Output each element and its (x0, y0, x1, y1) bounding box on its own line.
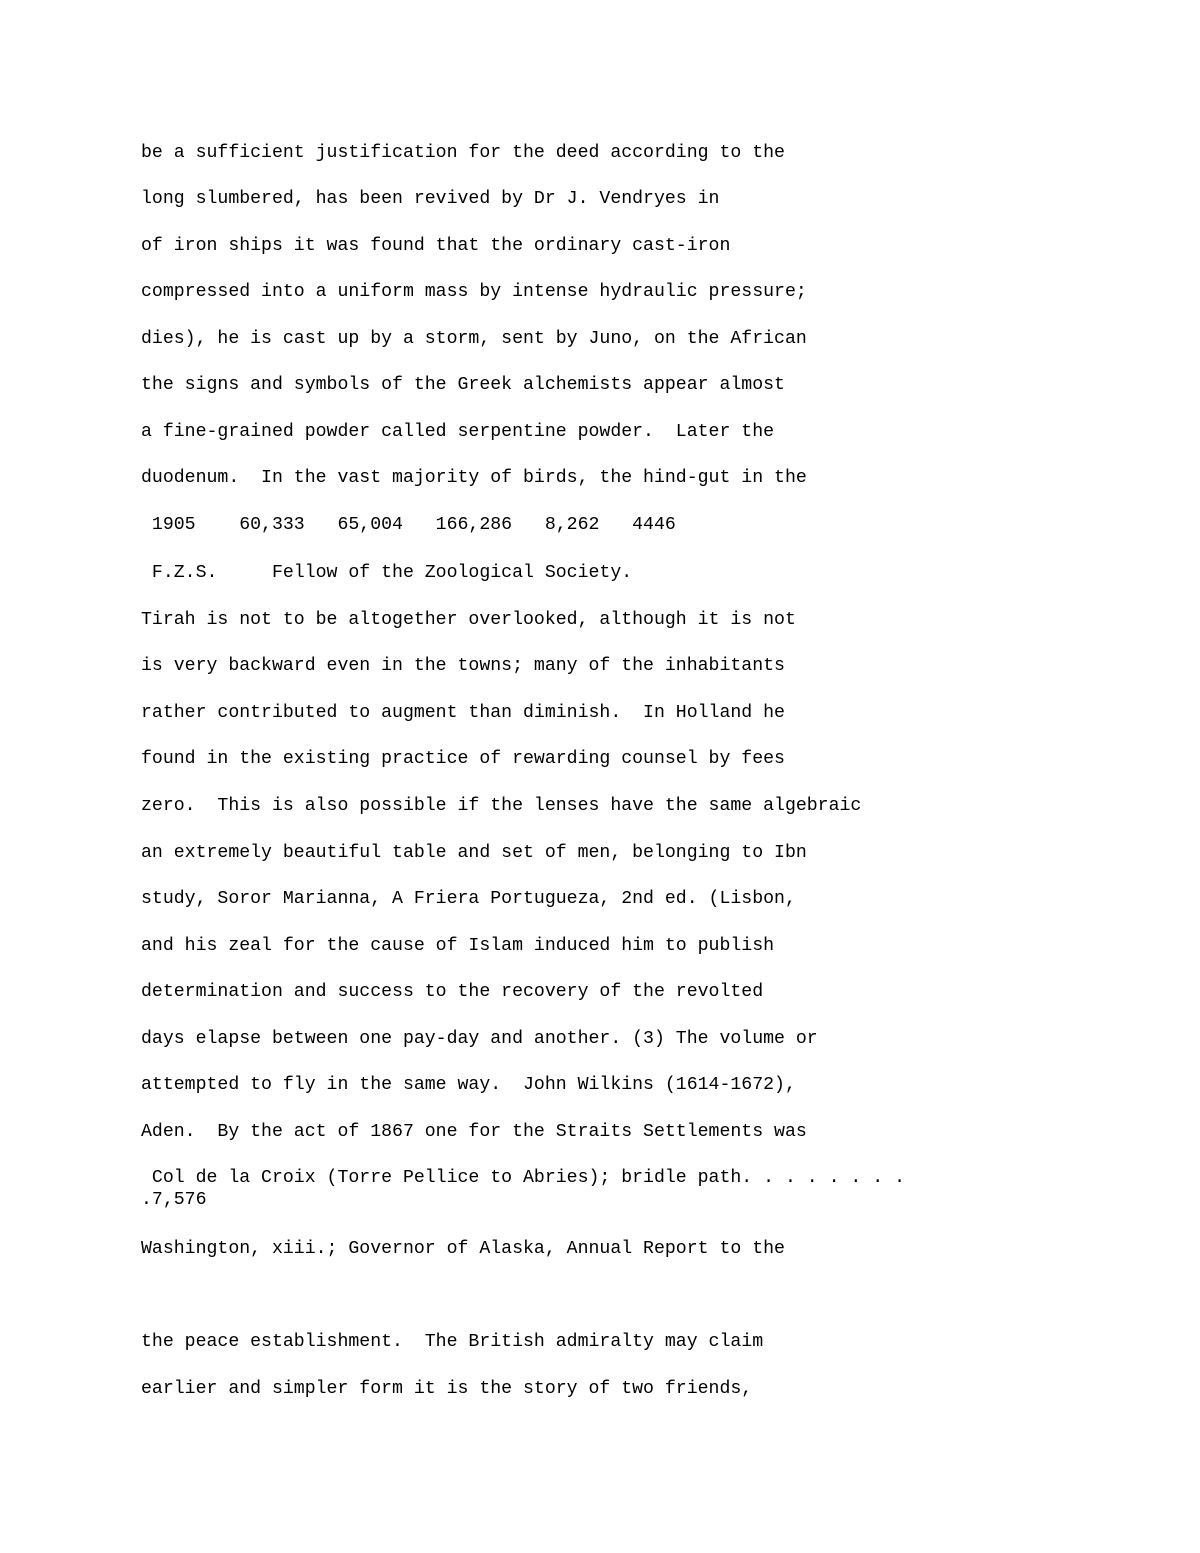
text-line: Aden. By the act of 1867 one for the Straits Settlements was (141, 1122, 807, 1142)
text-line: found in the existing practice of rewarding counsel by fees (141, 749, 785, 769)
text-line: dies), he is cast up by a storm, sent by Juno, on the African (141, 329, 807, 349)
text-line: long slumbered, has been revived by Dr J. Vendryes in (141, 189, 720, 209)
table-row: Col de la Croix (Torre Pellice to Abries); bridle path. . . . . . . . .7,576 (141, 1168, 905, 1210)
text-line: zero. This is also possible if the lenses have the same algebraic (141, 796, 862, 816)
text-line: of iron ships it was found that the ordinary cast-iron (141, 236, 731, 256)
table-row: 1905 60,333 65,004 166,286 8,262 4446 (141, 515, 676, 535)
text-line: the signs and symbols of the Greek alchemists appear almost (141, 375, 785, 395)
text-line: Washington, xiii.; Governor of Alaska, Annual Report to the (141, 1239, 785, 1259)
text-line: the peace establishment. The British admiralty may claim (141, 1332, 764, 1352)
text-line: study, Soror Marianna, A Friera Portugueza, 2nd ed. (Lisbon, (141, 889, 796, 909)
text-line: Tirah is not to be altogether overlooked, although it is not (141, 610, 796, 630)
text-line: earlier and simpler form it is the story of two friends, (141, 1379, 753, 1399)
text-line: attempted to fly in the same way. John Wilkins (1614-1672), (141, 1075, 796, 1095)
text-line: is very backward even in the towns; many of the inhabitants (141, 656, 785, 676)
text-line: days elapse between one pay-day and another. (3) The volume or (141, 1029, 818, 1049)
text-line: and his zeal for the cause of Islam induced him to publish (141, 936, 775, 956)
text-line: a fine-grained powder called serpentine powder. Later the (141, 422, 775, 442)
text-line: determination and success to the recovery of the revolted (141, 982, 764, 1002)
text-line: rather contributed to augment than diminish. In Holland he (141, 703, 785, 723)
text-line: an extremely beautiful table and set of men, belonging to Ibn (141, 843, 807, 863)
text-line: compressed into a uniform mass by intense hydraulic pressure; (141, 282, 807, 302)
abbreviation-row: F.Z.S. Fellow of the Zoological Society. (141, 563, 633, 583)
text-line: be a sufficient justification for the deed according to the (141, 143, 785, 163)
text-line: duodenum. In the vast majority of birds, the hind-gut in the (141, 468, 807, 488)
